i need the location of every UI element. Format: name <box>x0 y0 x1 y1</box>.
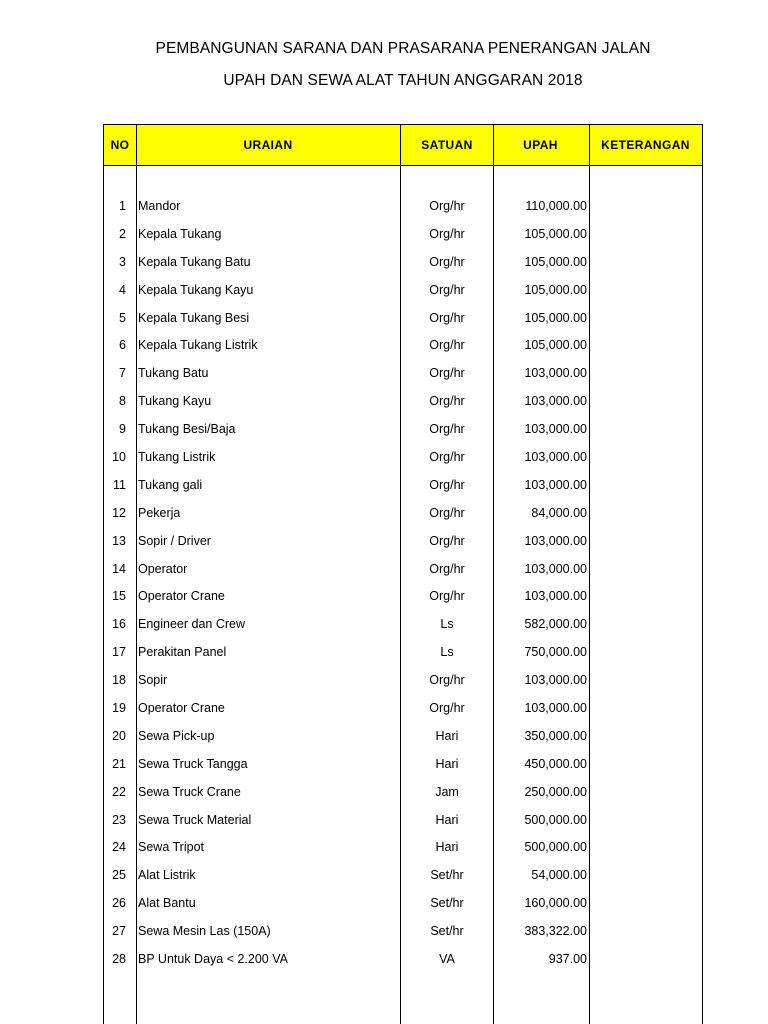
row-description: Engineer dan Crew <box>138 617 246 632</box>
table-row <box>104 333 702 361</box>
table-body <box>104 194 702 975</box>
row-number: 27 <box>112 924 126 939</box>
row-unit: Ls <box>440 617 454 632</box>
row-unit: Org/hr <box>429 533 465 548</box>
row-wage: 937.00 <box>548 952 587 967</box>
row-number: 18 <box>112 673 126 688</box>
row-unit: Org/hr <box>429 561 465 576</box>
row-number: 6 <box>119 338 126 353</box>
header-keterangan: KETERANGAN <box>601 138 690 152</box>
row-description: Operator Crane <box>138 701 225 716</box>
row-number: 10 <box>112 450 126 465</box>
row-description: Mandor <box>138 199 181 213</box>
row-number: 20 <box>112 728 126 743</box>
row-description: Kepala Tukang Kayu <box>138 282 254 297</box>
row-wage: 103,000.00 <box>524 450 587 465</box>
row-unit: Org/hr <box>429 199 465 213</box>
row-wage: 103,000.00 <box>524 394 587 409</box>
row-unit: Org/hr <box>429 282 465 297</box>
row-number: 11 <box>113 477 126 492</box>
row-wage: 450,000.00 <box>524 756 587 771</box>
row-description: Tukang Besi/Baja <box>138 422 236 437</box>
row-wage: 103,000.00 <box>524 477 587 492</box>
row-description: Alat Listrik <box>138 868 196 883</box>
row-wage: 250,000.00 <box>524 784 587 799</box>
table-row <box>104 724 702 752</box>
table-row <box>104 780 702 808</box>
row-number: 23 <box>112 812 126 827</box>
row-description: Pekerja <box>138 505 181 520</box>
row-number: 9 <box>119 422 126 437</box>
row-number: 14 <box>112 561 126 576</box>
row-wage: 500,000.00 <box>524 812 587 827</box>
row-wage: 110,000.00 <box>525 199 587 213</box>
row-unit: Org/hr <box>429 450 465 465</box>
row-wage: 160,000.00 <box>524 896 587 911</box>
row-unit: Org/hr <box>429 366 465 381</box>
row-unit: Org/hr <box>429 477 465 492</box>
row-unit: Set/hr <box>430 868 464 883</box>
row-unit: Set/hr <box>430 924 464 939</box>
row-unit: Ls <box>440 645 454 660</box>
row-unit: Org/hr <box>429 701 465 716</box>
row-wage: 105,000.00 <box>524 282 587 297</box>
row-wage: 105,000.00 <box>524 226 587 241</box>
row-description: BP Untuk Daya < 2.200 VA <box>138 952 288 967</box>
row-unit: Org/hr <box>429 226 465 241</box>
table-row <box>104 835 702 863</box>
row-number: 17 <box>112 645 126 660</box>
row-description: Sewa Tripot <box>138 840 205 855</box>
table-row <box>104 445 702 473</box>
row-description: Tukang Kayu <box>138 394 212 409</box>
row-description: Sopir <box>138 673 168 688</box>
table-row <box>104 808 702 836</box>
row-description: Kepala Tukang <box>138 226 222 241</box>
row-number: 2 <box>119 226 126 241</box>
row-unit: Org/hr <box>429 310 465 325</box>
row-unit: VA <box>439 952 455 967</box>
row-wage: 350,000.00 <box>524 728 587 743</box>
row-number: 26 <box>112 896 126 911</box>
table-row <box>104 222 702 250</box>
row-description: Sewa Truck Crane <box>138 784 241 799</box>
row-number: 13 <box>112 533 126 548</box>
header-no: NO <box>110 138 130 152</box>
table-row <box>104 863 702 891</box>
row-unit: Org/hr <box>429 422 465 437</box>
row-wage: 500,000.00 <box>524 840 587 855</box>
row-description: Sopir / Driver <box>138 533 211 548</box>
row-unit: Hari <box>435 840 459 855</box>
row-unit: Hari <box>435 812 459 827</box>
table-row <box>104 557 702 585</box>
row-unit: Org/hr <box>429 338 465 353</box>
row-description: Sewa Truck Tangga <box>138 756 248 771</box>
table-row <box>104 612 702 640</box>
table-row <box>104 501 702 529</box>
row-number: 19 <box>112 701 126 716</box>
row-wage: 582,000.00 <box>524 617 587 632</box>
row-number: 21 <box>112 756 126 771</box>
row-number: 15 <box>112 589 126 604</box>
row-wage: 103,000.00 <box>524 422 587 437</box>
row-number: 7 <box>119 366 126 381</box>
row-unit: Org/hr <box>429 589 465 604</box>
table-row <box>104 529 702 557</box>
row-description: Tukang gali <box>138 477 203 492</box>
row-unit: Hari <box>435 756 459 771</box>
row-wage: 54,000.00 <box>531 868 587 883</box>
row-number: 1 <box>119 199 126 213</box>
header-satuan: SATUAN <box>421 138 473 152</box>
table-row <box>104 250 702 278</box>
row-wage: 383,322.00 <box>524 924 587 939</box>
row-description: Kepala Tukang Besi <box>138 310 250 325</box>
table-header <box>104 124 702 166</box>
row-description: Operator <box>138 561 188 576</box>
table-row <box>104 696 702 724</box>
row-description: Sewa Pick-up <box>138 728 215 743</box>
row-description: Sewa Mesin Las (150A) <box>138 924 271 939</box>
row-unit: Hari <box>435 728 459 743</box>
row-number: 8 <box>119 394 126 409</box>
row-description: Kepala Tukang Listrik <box>138 338 258 353</box>
table-row <box>104 417 702 445</box>
row-number: 24 <box>112 840 126 855</box>
row-wage: 105,000.00 <box>524 254 587 269</box>
row-unit: Org/hr <box>429 505 465 520</box>
table-row <box>104 306 702 334</box>
row-description: Alat Bantu <box>138 896 196 911</box>
table-row <box>104 947 702 975</box>
table-row <box>104 278 702 306</box>
row-wage: 103,000.00 <box>524 366 587 381</box>
row-unit: Org/hr <box>429 254 465 269</box>
row-number: 22 <box>112 784 126 799</box>
row-wage: 84,000.00 <box>531 505 587 520</box>
row-wage: 750,000.00 <box>524 645 587 660</box>
row-unit: Org/hr <box>429 394 465 409</box>
row-description: Sewa Truck Material <box>138 812 252 827</box>
table-row <box>104 752 702 780</box>
row-description: Kepala Tukang Batu <box>138 254 251 269</box>
row-unit: Set/hr <box>430 896 464 911</box>
table-row <box>104 389 702 417</box>
row-description: Operator Crane <box>138 589 225 604</box>
row-number: 3 <box>119 254 126 269</box>
table-row <box>104 668 702 696</box>
row-wage: 103,000.00 <box>524 701 587 716</box>
row-unit: Org/hr <box>429 673 465 688</box>
row-number: 16 <box>112 617 126 632</box>
table-row <box>104 473 702 501</box>
row-wage: 103,000.00 <box>524 561 587 576</box>
row-wage: 103,000.00 <box>524 533 587 548</box>
row-number: 25 <box>112 868 126 883</box>
header-uraian: URAIAN <box>243 138 293 152</box>
table-row <box>104 640 702 668</box>
row-wage: 105,000.00 <box>524 310 587 325</box>
row-number: 5 <box>119 310 126 325</box>
row-description: Perakitan Panel <box>138 645 227 660</box>
row-wage: 103,000.00 <box>524 589 587 604</box>
row-number: 28 <box>112 952 126 967</box>
row-wage: 103,000.00 <box>524 673 587 688</box>
row-wage: 105,000.00 <box>524 338 587 353</box>
table-row <box>104 584 702 612</box>
table-row <box>104 919 702 947</box>
row-description: Tukang Listrik <box>138 450 216 465</box>
table-row <box>104 891 702 919</box>
row-unit: Jam <box>435 784 459 799</box>
row-number: 4 <box>119 282 126 297</box>
row-number: 12 <box>112 505 126 520</box>
table-row <box>104 361 702 389</box>
header-upah: UPAH <box>523 138 558 152</box>
document-subtitle: UPAH DAN SEWA ALAT TAHUN ANGGARAN 2018 <box>223 72 583 89</box>
wage-table <box>103 124 703 1024</box>
row-description: Tukang Batu <box>138 366 209 381</box>
document-title: PEMBANGUNAN SARANA DAN PRASARANA PENERANGAN JALAN <box>155 40 651 57</box>
table-row <box>104 194 702 222</box>
